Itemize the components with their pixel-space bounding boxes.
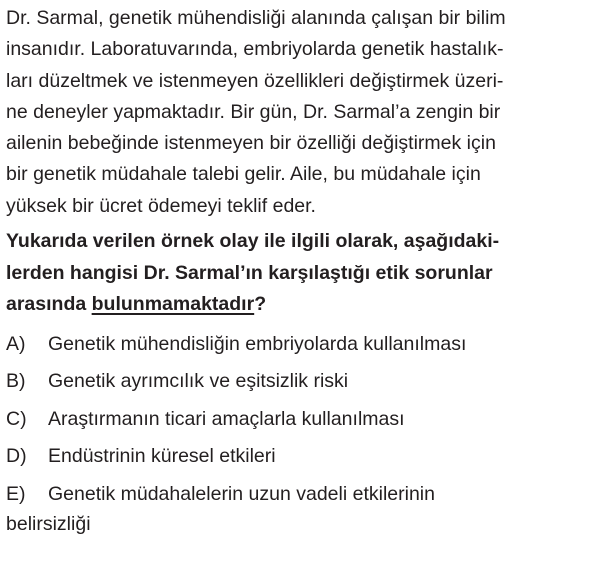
question-mark: ? <box>254 293 267 316</box>
question-emphasis: bulunmamaktadır <box>91 293 255 316</box>
passage-line: insanıdır. Laboratuvarında, embriyolarda genetik hastalık- <box>6 38 504 61</box>
option-text <box>48 366 584 397</box>
option-text-line: Genetik mühendisliğin embriyolarda kullanılması <box>48 332 467 355</box>
question-stem <box>6 226 584 321</box>
option-text <box>6 479 584 540</box>
option-text <box>48 404 584 435</box>
question-line <box>6 289 584 321</box>
passage-line: yüksek bir ücret ödemeyi teklif eder. <box>6 194 316 217</box>
option-text <box>48 329 584 360</box>
passage-line: ları düzeltmek ve istenmeyen özellikleri değiştirmek üzeri- <box>6 69 504 92</box>
option-text-line: Genetik müdahalelerin uzun vadeli etkilerinin <box>48 482 435 505</box>
question-line: lerden hangisi Dr. Sarmal’ın karşılaştığı etik sorunlar <box>6 261 493 284</box>
option-text-line: Genetik ayrımcılık ve eşitsizlik riski <box>48 370 349 393</box>
option-text-line: Endüstrinin küresel etkileri <box>48 445 276 468</box>
option-letter: C) <box>6 407 27 430</box>
question-text: arasında <box>6 293 92 316</box>
option-letter: D) <box>6 445 27 468</box>
passage-line: ne deneyler yapmaktadır. Bir gün, Dr. Sarmal’a zengin bir <box>6 100 501 123</box>
option-e[interactable] <box>6 479 584 540</box>
option-a[interactable] <box>6 329 584 360</box>
option-d[interactable] <box>6 441 584 472</box>
option-text-line: belirsizliği <box>6 513 91 536</box>
option-letter: A) <box>6 332 26 355</box>
case-passage <box>6 0 584 222</box>
passage-line: ailenin bebeğinde istenmeyen bir özelliği değiştirmek için <box>6 132 496 155</box>
option-c[interactable] <box>6 404 584 435</box>
question-line: Yukarıda verilen örnek olay ile ilgili olarak, aşağıdaki- <box>6 230 500 253</box>
passage-line: Dr. Sarmal, genetik mühendisliği alanında çalışan bir bilim <box>6 7 506 29</box>
passage-line: bir genetik müdahale talebi gelir. Aile, bu müdahale için <box>6 163 481 186</box>
option-text <box>48 441 584 472</box>
question-page <box>6 0 584 540</box>
option-letter: E) <box>6 482 26 505</box>
option-b[interactable] <box>6 366 584 397</box>
option-letter: B) <box>6 370 26 393</box>
answer-options <box>6 329 584 540</box>
option-text-line: Araştırmanın ticari amaçlarla kullanılması <box>48 407 405 430</box>
